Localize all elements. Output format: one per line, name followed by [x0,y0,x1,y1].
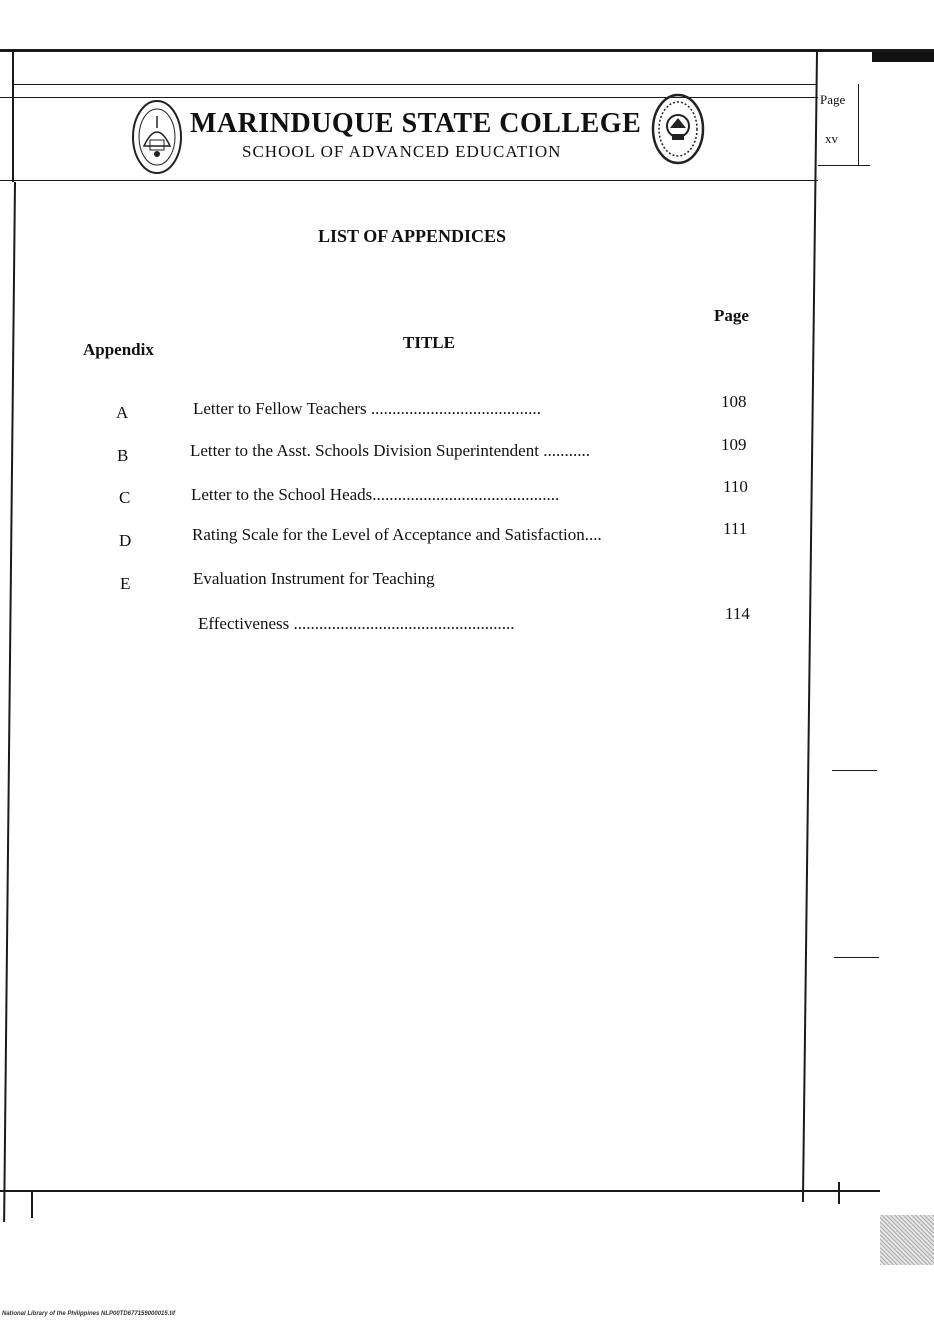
school-name: SCHOOL OF ADVANCED EDUCATION [242,142,562,161]
bottom-right-stub [838,1182,840,1204]
top-border-line [0,49,934,52]
appendix-title: Evaluation Instrument for Teaching [193,569,435,588]
appendix-page: 108 [721,392,747,411]
appendix-page: 109 [721,435,747,454]
top-right-dark-mark [872,52,934,62]
column-header-title: TITLE [403,333,455,352]
appendix-letter: D [119,531,132,550]
page-box-bottom-line [818,165,870,166]
appendix-title: Letter to the School Heads............................................ [191,485,560,504]
appendix-title: Letter to Fellow Teachers ........................................ [193,399,541,418]
appendix-page: 111 [723,519,748,538]
document-title: LIST OF APPENDICES [318,226,507,246]
scan-footer-label: National Library of the Philippines NLP00TD677159000015.tif [2,1311,176,1317]
scan-artifact [880,1215,934,1265]
page-box-label: Page [820,92,846,107]
appendix-title: Rating Scale for the Level of Acceptance and Satisfaction.... [192,525,602,544]
bottom-border-line [0,1190,880,1192]
appendix-title: Letter to the Asst. Schools Division Superintendent ........... [190,441,590,460]
header-bottom-rule [0,180,818,181]
appendix-title-continued: Effectiveness .................................................... [198,614,515,633]
bottom-left-stub [31,1190,33,1218]
appendix-letter: E [120,574,131,593]
appendix-letter: A [116,403,129,422]
right-margin-tick-1 [832,770,877,771]
appendix-page: 114 [725,604,750,623]
column-header-page: Page [714,306,749,325]
appendix-letter: C [119,488,131,507]
column-header-appendix: Appendix [83,340,154,359]
appendix-page: 110 [723,477,748,496]
left-margin-line [12,52,14,182]
college-name: MARINDUQUE STATE COLLEGE [190,108,642,139]
appendix-letter: B [117,446,129,465]
left-page-border [3,182,16,1222]
right-margin-tick-2 [834,957,879,958]
college-seal-left [130,98,184,176]
school-seal-right [650,92,706,166]
page-box-right-line [858,84,859,166]
page-box-number: xv [825,131,838,146]
header-top-rule [12,84,816,85]
right-page-border [802,52,818,1202]
